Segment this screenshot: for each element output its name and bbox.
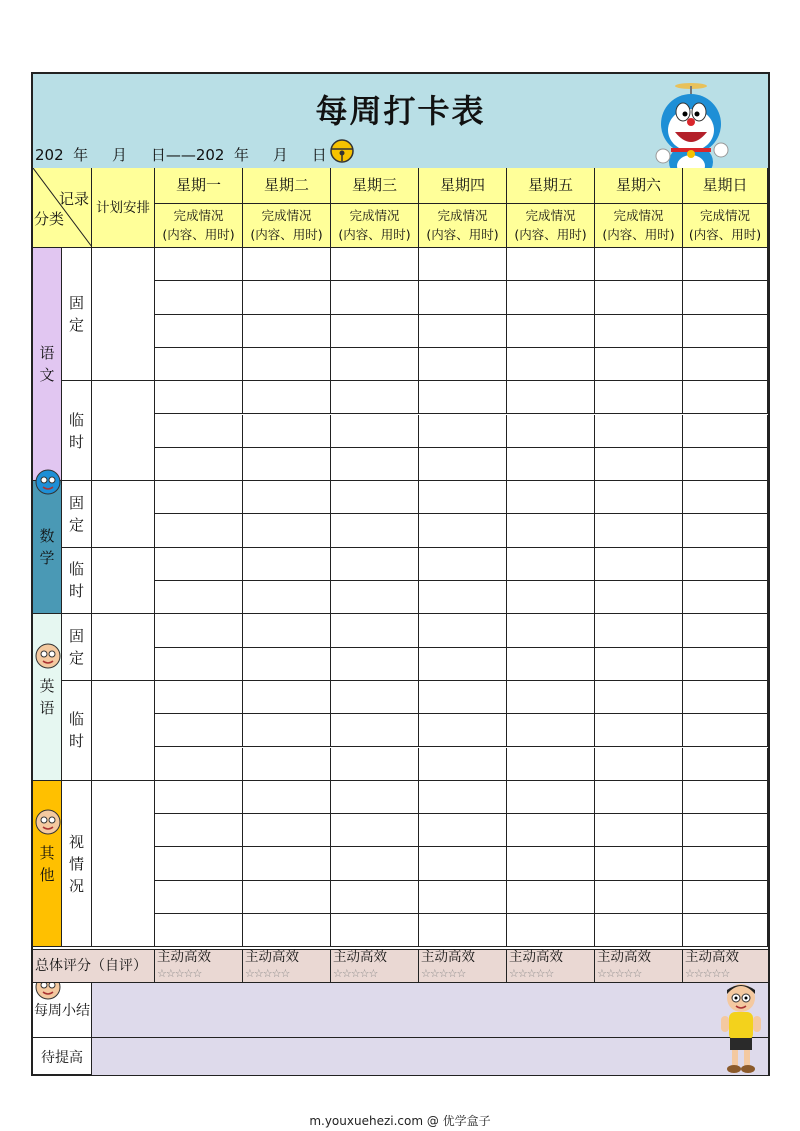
checkin-cell[interactable] (243, 381, 331, 414)
checkin-cell[interactable] (595, 348, 683, 381)
day-subheader: 完成情况 (内容、用时) (419, 204, 507, 248)
star-rating[interactable]: ☆☆☆☆☆ (157, 967, 202, 980)
checkin-cell[interactable] (683, 681, 768, 714)
checkin-cell[interactable] (595, 581, 683, 614)
checkin-cell[interactable] (507, 514, 595, 547)
checkin-cell[interactable] (243, 881, 331, 914)
star-rating[interactable]: ☆☆☆☆☆ (597, 967, 642, 980)
score-text: 主动高效 (597, 949, 651, 965)
checkin-cell[interactable] (507, 581, 595, 614)
star-rating[interactable]: ☆☆☆☆☆ (509, 967, 554, 980)
checkin-cell[interactable] (243, 748, 331, 781)
checkin-cell[interactable] (243, 514, 331, 547)
checkin-cell[interactable] (155, 514, 243, 547)
checkin-cell[interactable] (155, 381, 243, 414)
checkin-cell[interactable] (331, 847, 419, 880)
day-subheader: 完成情况 (内容、用时) (595, 204, 683, 248)
bell-icon (329, 138, 355, 164)
star-rating[interactable]: ☆☆☆☆☆ (421, 967, 466, 980)
score-text: 主动高效 (333, 949, 387, 965)
nobita-figure-icon (717, 980, 765, 1074)
checkin-cell[interactable] (243, 348, 331, 381)
checkin-cell[interactable] (243, 781, 331, 814)
checkin-cell[interactable] (595, 481, 683, 514)
plan-cell[interactable] (92, 481, 155, 548)
day-header: 星期五 (507, 168, 595, 204)
checkin-cell[interactable] (419, 281, 507, 314)
checkin-table (33, 168, 768, 949)
checkin-cell[interactable] (419, 914, 507, 947)
checkin-cell[interactable] (595, 415, 683, 448)
checkin-cell[interactable] (331, 581, 419, 614)
checkin-cell[interactable] (595, 248, 683, 281)
checkin-cell[interactable] (683, 415, 768, 448)
checkin-cell[interactable] (419, 847, 507, 880)
checkin-cell[interactable] (243, 648, 331, 681)
checkin-cell[interactable] (595, 847, 683, 880)
day-subheader: 完成情况 (内容、用时) (683, 204, 768, 248)
checkin-cell[interactable] (331, 748, 419, 781)
checkin-cell[interactable] (683, 847, 768, 880)
checkin-cell[interactable] (243, 681, 331, 714)
checkin-cell[interactable] (419, 381, 507, 414)
checkin-cell[interactable] (243, 281, 331, 314)
checkin-cell[interactable] (155, 881, 243, 914)
checkin-cell[interactable] (419, 448, 507, 481)
checkin-cell[interactable] (507, 714, 595, 747)
group-label-cell: 临 时 (62, 548, 92, 615)
subject-cell: 语 文 (33, 248, 62, 481)
doraemon-face-icon (34, 468, 62, 496)
checkin-cell[interactable] (419, 581, 507, 614)
checkin-cell[interactable] (683, 381, 768, 414)
checkin-cell[interactable] (331, 648, 419, 681)
score-cell[interactable] (683, 950, 768, 983)
checkin-cell[interactable] (331, 814, 419, 847)
checkin-cell[interactable] (243, 581, 331, 614)
subject-cell: 英 语 (33, 614, 62, 781)
improve-row (33, 1037, 768, 1074)
checkin-cell[interactable] (595, 814, 683, 847)
checkin-cell[interactable] (595, 548, 683, 581)
day-header: 星期日 (683, 168, 768, 204)
checkin-cell[interactable] (419, 248, 507, 281)
date-range: 202 年 月 日——202 年 月 日 (35, 146, 327, 164)
checkin-cell[interactable] (331, 448, 419, 481)
sheet-header (33, 74, 768, 169)
day-subheader: 完成情况 (内容、用时) (331, 204, 419, 248)
checkin-cell[interactable] (683, 348, 768, 381)
checkin-cell[interactable] (243, 714, 331, 747)
checkin-cell[interactable] (507, 281, 595, 314)
checkin-cell[interactable] (683, 648, 768, 681)
checkin-cell[interactable] (683, 881, 768, 914)
corner-label-category: 分类 (34, 210, 65, 228)
checkin-cell[interactable] (331, 881, 419, 914)
subject-cell: 数 学 (33, 481, 62, 614)
checkin-cell[interactable] (331, 614, 419, 647)
checkin-cell[interactable] (507, 381, 595, 414)
checkin-cell[interactable] (507, 648, 595, 681)
checkin-cell[interactable] (331, 548, 419, 581)
checkin-cell[interactable] (419, 548, 507, 581)
checkin-cell[interactable] (507, 448, 595, 481)
checkin-cell[interactable] (507, 814, 595, 847)
group-label-cell: 视 情 况 (62, 781, 92, 948)
checkin-cell[interactable] (683, 481, 768, 514)
corner-label-record: 记录 (58, 190, 89, 208)
checkin-cell[interactable] (155, 614, 243, 647)
plan-cell[interactable] (92, 781, 155, 948)
group-label-cell: 固 定 (62, 248, 92, 381)
checkin-cell[interactable] (683, 548, 768, 581)
day-subheader: 完成情况 (内容、用时) (155, 204, 243, 248)
checkin-cell[interactable] (507, 415, 595, 448)
checkin-cell[interactable] (155, 281, 243, 314)
checkin-cell[interactable] (155, 415, 243, 448)
checkin-cell[interactable] (243, 814, 331, 847)
checkin-cell[interactable] (243, 415, 331, 448)
nobita-face-icon (34, 642, 62, 670)
checkin-cell[interactable] (419, 748, 507, 781)
checkin-cell[interactable] (419, 315, 507, 348)
checkin-cell[interactable] (331, 514, 419, 547)
plan-cell[interactable] (92, 548, 155, 615)
checkin-cell[interactable] (507, 548, 595, 581)
day-subheader: 完成情况 (内容、用时) (243, 204, 331, 248)
checkin-cell[interactable] (595, 281, 683, 314)
checkin-cell[interactable] (507, 681, 595, 714)
star-rating[interactable]: ☆☆☆☆☆ (685, 967, 730, 980)
checkin-cell[interactable] (155, 781, 243, 814)
checkin-cell[interactable] (243, 248, 331, 281)
plan-cell[interactable] (92, 248, 155, 381)
checkin-cell[interactable] (155, 248, 243, 281)
checkin-cell[interactable] (331, 681, 419, 714)
checkin-cell[interactable] (507, 781, 595, 814)
star-rating[interactable]: ☆☆☆☆☆ (333, 967, 378, 980)
checkin-cell[interactable] (419, 348, 507, 381)
checkin-cell[interactable] (419, 514, 507, 547)
checkin-cell[interactable] (595, 781, 683, 814)
checkin-cell[interactable] (243, 448, 331, 481)
checkin-cell[interactable] (243, 847, 331, 880)
checkin-cell[interactable] (683, 614, 768, 647)
checkin-cell[interactable] (419, 681, 507, 714)
checkin-cell[interactable] (595, 381, 683, 414)
checkin-cell[interactable] (155, 748, 243, 781)
checkin-cell[interactable] (683, 281, 768, 314)
score-cell[interactable] (419, 950, 507, 983)
group-label-cell: 临 时 (62, 681, 92, 781)
checkin-cell[interactable] (331, 415, 419, 448)
corner-cell (33, 168, 92, 248)
watermark: m.youxuehezi.com @ 优学盒子 (309, 1114, 491, 1128)
checkin-cell[interactable] (155, 481, 243, 514)
day-header: 星期一 (155, 168, 243, 204)
checkin-cell[interactable] (155, 914, 243, 947)
checkin-cell[interactable] (155, 315, 243, 348)
checkin-cell[interactable] (507, 847, 595, 880)
checkin-cell[interactable] (243, 481, 331, 514)
checkin-cell[interactable] (155, 548, 243, 581)
page-title: 每周打卡表 (315, 92, 486, 130)
score-cell[interactable] (595, 950, 683, 983)
checkin-cell[interactable] (683, 581, 768, 614)
score-text: 主动高效 (245, 949, 299, 965)
day-header: 星期六 (595, 168, 683, 204)
plan-cell[interactable] (92, 381, 155, 481)
checkin-cell[interactable] (419, 648, 507, 681)
score-text: 主动高效 (685, 949, 739, 965)
checkin-cell[interactable] (683, 748, 768, 781)
score-cell[interactable] (243, 950, 331, 983)
checkin-cell[interactable] (243, 315, 331, 348)
plan-cell[interactable] (92, 614, 155, 681)
day-header: 星期二 (243, 168, 331, 204)
checkin-cell[interactable] (507, 248, 595, 281)
checkin-cell[interactable] (155, 348, 243, 381)
checkin-cell[interactable] (595, 648, 683, 681)
day-subheader: 完成情况 (内容、用时) (507, 204, 595, 248)
star-rating[interactable]: ☆☆☆☆☆ (245, 967, 290, 980)
plan-cell[interactable] (92, 681, 155, 781)
score-text: 主动高效 (421, 949, 475, 965)
checkin-cell[interactable] (595, 315, 683, 348)
checkin-cell[interactable] (331, 781, 419, 814)
day-header: 星期三 (331, 168, 419, 204)
checkin-cell[interactable] (331, 914, 419, 947)
checkin-cell[interactable] (155, 648, 243, 681)
group-label-cell: 固 定 (62, 614, 92, 681)
checkin-cell[interactable] (507, 315, 595, 348)
checkin-cell[interactable] (331, 315, 419, 348)
score-label: 总体评分（自评） (33, 950, 155, 983)
plan-column-header: 计划安排 (92, 168, 155, 248)
summary-input-area[interactable] (92, 983, 768, 1037)
weekly-checkin-sheet (31, 72, 770, 1076)
score-cell[interactable] (155, 950, 243, 983)
checkin-cell[interactable] (595, 448, 683, 481)
checkin-cell[interactable] (419, 814, 507, 847)
checkin-cell[interactable] (331, 281, 419, 314)
checkin-cell[interactable] (683, 448, 768, 481)
score-cell[interactable] (507, 950, 595, 983)
shizuka-face-icon (34, 808, 62, 836)
checkin-cell[interactable] (331, 248, 419, 281)
checkin-cell[interactable] (419, 415, 507, 448)
checkin-cell[interactable] (419, 481, 507, 514)
score-text: 主动高效 (509, 949, 563, 965)
checkin-cell[interactable] (595, 714, 683, 747)
checkin-cell[interactable] (155, 847, 243, 880)
checkin-cell[interactable] (595, 881, 683, 914)
checkin-cell[interactable] (155, 681, 243, 714)
checkin-cell[interactable] (507, 881, 595, 914)
checkin-cell[interactable] (419, 614, 507, 647)
group-label-cell: 固 定 (62, 481, 92, 548)
checkin-cell[interactable] (595, 748, 683, 781)
checkin-cell[interactable] (155, 814, 243, 847)
group-label-cell: 临 时 (62, 381, 92, 481)
score-row (33, 949, 768, 982)
checkin-cell[interactable] (683, 315, 768, 348)
subject-cell: 其 他 (33, 781, 62, 948)
checkin-cell[interactable] (507, 348, 595, 381)
checkin-cell[interactable] (683, 514, 768, 547)
checkin-cell[interactable] (683, 781, 768, 814)
score-text: 主动高效 (157, 949, 211, 965)
checkin-cell[interactable] (155, 581, 243, 614)
score-cell[interactable] (331, 950, 419, 983)
checkin-cell[interactable] (155, 714, 243, 747)
checkin-cell[interactable] (331, 714, 419, 747)
checkin-cell[interactable] (331, 348, 419, 381)
summary-label: 每周小结 (33, 983, 92, 1037)
checkin-cell[interactable] (243, 914, 331, 947)
checkin-cell[interactable] (595, 514, 683, 547)
checkin-cell[interactable] (331, 381, 419, 414)
checkin-cell[interactable] (419, 714, 507, 747)
checkin-cell[interactable] (243, 548, 331, 581)
checkin-cell[interactable] (507, 748, 595, 781)
checkin-cell[interactable] (419, 881, 507, 914)
checkin-cell[interactable] (595, 914, 683, 947)
checkin-cell[interactable] (419, 781, 507, 814)
day-header: 星期四 (419, 168, 507, 204)
checkin-cell[interactable] (683, 248, 768, 281)
checkin-cell[interactable] (331, 481, 419, 514)
checkin-cell[interactable] (155, 448, 243, 481)
checkin-cell[interactable] (507, 914, 595, 947)
checkin-cell[interactable] (683, 814, 768, 847)
checkin-cell[interactable] (595, 614, 683, 647)
checkin-cell[interactable] (683, 914, 768, 947)
checkin-cell[interactable] (507, 614, 595, 647)
improve-input-area[interactable] (92, 1038, 768, 1075)
summary-row (33, 982, 768, 1037)
checkin-cell[interactable] (683, 714, 768, 747)
checkin-cell[interactable] (595, 681, 683, 714)
checkin-cell[interactable] (507, 481, 595, 514)
improve-label: 待提高 (33, 1038, 92, 1075)
checkin-cell[interactable] (243, 614, 331, 647)
